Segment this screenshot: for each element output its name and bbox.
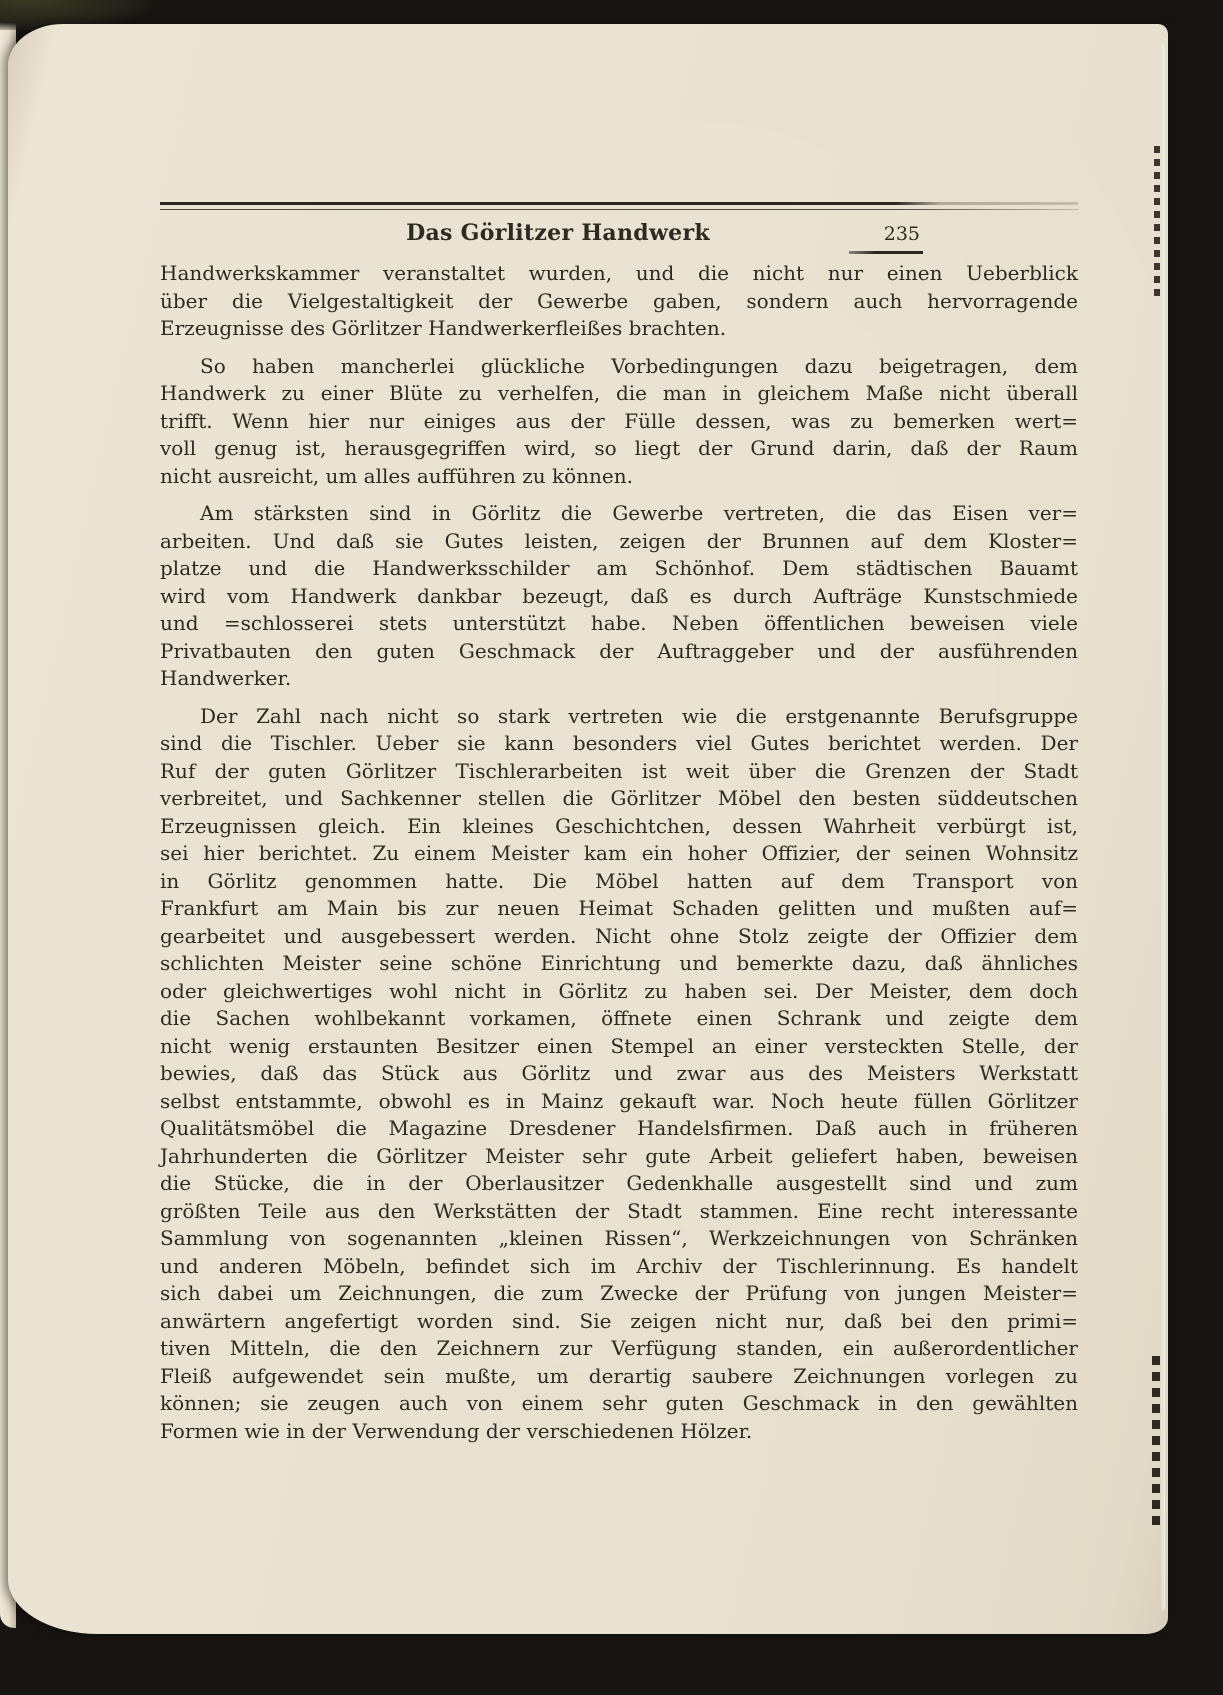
text-line: Jahrhunderten die Görlitzer Meister sehr gute Arbeit geliefert haben, beweisen xyxy=(160,1143,1078,1168)
paragraph xyxy=(160,703,1078,1446)
text-line: Der Zahl nach nicht so stark vertreten wie die erstgenannte Berufsgruppe xyxy=(200,703,1078,728)
text-line: Frankfurt am Main bis zur neuen Heimat Schaden gelitten und mußten auf= xyxy=(160,896,1078,920)
text-line: Sammlung von sogenannten „kleinen Rissen“, Werkzeichnungen von Schränken xyxy=(160,1226,1078,1250)
text-line: sich dabei um Zeichnungen, die zum Zwecke der Prüfung von jungen Meister= xyxy=(160,1281,1078,1305)
text-line: die Stücke, die in der Oberlausitzer Gedenkhalle ausgestellt sind und zum xyxy=(160,1171,1078,1195)
text-block xyxy=(160,260,1078,1445)
text-line: Ruf der guten Görlitzer Tischlerarbeiten ist weit über die Grenzen der Stadt xyxy=(160,758,1078,783)
text-line: bewies, daß das Stück aus Görlitz und zwar aus des Meisters Werkstatt xyxy=(160,1061,1078,1085)
paragraph xyxy=(160,500,1078,693)
page-number-underline xyxy=(849,251,923,254)
text-line: voll genug ist, herausgegriffen wird, so liegt der Grund darin, daß der Raum xyxy=(160,436,1078,460)
page-title: Das Görlitzer Handwerk xyxy=(406,220,710,246)
text-line: nicht ausreicht, um alles aufführen zu können. xyxy=(160,463,634,488)
header-rule-thick xyxy=(160,202,1078,205)
text-line: verbreitet, und Sachkenner stellen die Görlitzer Möbel den besten süddeutschen xyxy=(160,786,1078,810)
text-line: in Görlitz genommen hatte. Die Möbel hatten auf dem Transport von xyxy=(160,868,1078,893)
text-line: Am stärksten sind in Görlitz die Gewerbe vertreten, die das Eisen ver= xyxy=(200,501,1078,525)
text-line: Handwerk zu einer Blüte zu verhelfen, die man in gleichem Maße nicht überall xyxy=(160,381,1078,405)
text-line: Privatbauten den guten Geschmack der Auftraggeber und der ausführenden xyxy=(160,638,1078,663)
text-line: Erzeugnisse des Görlitzer Handwerkerfleißes brachten. xyxy=(160,316,727,340)
text-line: sind die Tischler. Ueber sie kann besonders viel Gutes berichtet werden. Der xyxy=(160,731,1078,755)
text-line: die Sachen wohlbekannt vorkamen, öffnete einen Schrank und zeigte dem xyxy=(160,1006,1078,1030)
text-line: Formen wie in der Verwendung der verschiedenen Hölzer. xyxy=(160,1418,753,1443)
book-page xyxy=(8,24,1168,1634)
text-line: Handwerker. xyxy=(160,666,292,690)
text-line: nicht wenig erstaunten Besitzer einen Stempel an einer versteckten Stelle, der xyxy=(160,1033,1078,1058)
text-line: trifft. Wenn hier nur einiges aus der Fülle dessen, was zu bemerken wert= xyxy=(160,408,1078,433)
paragraph xyxy=(160,260,1078,343)
text-line: oder gleichwertiges wohl nicht in Görlitz zu haben sei. Der Meister, dem doch xyxy=(160,978,1078,1003)
text-line: arbeiten. Und daß sie Gutes leisten, zeigen der Brunnen auf dem Kloster= xyxy=(160,528,1078,553)
text-line: platze und die Handwerksschilder am Schönhof. Dem städtischen Bauamt xyxy=(160,556,1078,580)
page-edge-marks-bottom xyxy=(1152,1356,1160,1532)
text-line: und anderen Möbeln, befindet sich im Archiv der Tischlerinnung. Es handelt xyxy=(160,1253,1078,1278)
text-line: Handwerkskammer veranstaltet wurden, und die nicht nur einen Ueberblick xyxy=(160,261,1078,285)
text-line: selbst entstammte, obwohl es in Mainz gekauft war. Noch heute füllen Görlitzer xyxy=(160,1088,1078,1113)
paragraph xyxy=(160,353,1078,491)
text-line: gearbeitet und ausgebessert werden. Nicht ohne Stolz zeigte der Offizier dem xyxy=(160,923,1078,948)
header-rule-thin xyxy=(160,209,1078,210)
text-line: Erzeugnissen gleich. Ein kleines Geschichtchen, dessen Wahrheit verbürgt ist, xyxy=(160,813,1078,838)
text-line: über die Vielgestaltigkeit der Gewerbe gaben, sondern auch hervorragende xyxy=(160,288,1078,313)
text-line: tiven Mitteln, die den Zeichnern zur Verfügung standen, ein außerordentlicher xyxy=(160,1336,1078,1360)
text-line: können; sie zeugen auch von einem sehr guten Geschmack in den gewählten xyxy=(160,1391,1078,1415)
text-line: Qualitätsmöbel die Magazine Dresdener Handelsfirmen. Daß auch in früheren xyxy=(160,1116,1078,1140)
text-line: Fleiß aufgewendet sein mußte, um derartig saubere Zeichnungen vorlegen zu xyxy=(160,1363,1078,1388)
page-edge-marks-top xyxy=(1154,146,1160,298)
text-line: schlichten Meister seine schöne Einrichtung und bemerkte dazu, daß ähnliches xyxy=(160,951,1078,975)
text-line: sei hier berichtet. Zu einem Meister kam ein hoher Offizier, der seinen Wohnsitz xyxy=(160,841,1078,865)
page-number: 235 xyxy=(883,223,920,245)
text-line: und =schlosserei stets unterstützt habe. Neben öffentlichen beweisen viele xyxy=(160,611,1078,635)
text-line: größten Teile aus den Werkstätten der Stadt stammen. Eine recht interessante xyxy=(160,1198,1078,1223)
text-line: So haben mancherlei glückliche Vorbedingungen dazu beigetragen, dem xyxy=(200,353,1078,378)
text-line: wird vom Handwerk dankbar bezeugt, daß es durch Aufträge Kunstschmiede xyxy=(160,583,1078,608)
text-line: anwärtern angefertigt worden sind. Sie zeigen nicht nur, daß bei den primi= xyxy=(160,1308,1078,1333)
running-head xyxy=(160,202,1078,266)
page-edge-highlight xyxy=(1161,44,1165,1610)
